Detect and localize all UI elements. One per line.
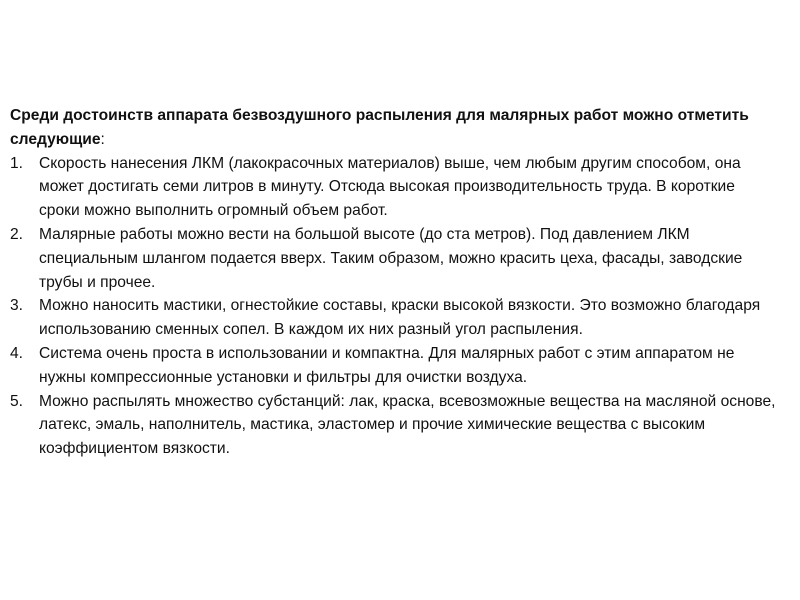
heading	[10, 104, 776, 152]
list-item-number: 4.	[10, 344, 24, 362]
heading-colon: :	[100, 130, 105, 148]
advantages-list	[10, 152, 776, 461]
list-item-text: Можно распылять множество субстанций: лак, краска, всевозможные вещества на масляной основе, латекс, эмаль, наполнитель, мастика, эластомер и прочие химические вещества с высоким коэффициентом вязкости.	[39, 392, 776, 458]
document-body	[10, 104, 776, 461]
list-item	[10, 223, 776, 294]
list-item-number: 1.	[10, 154, 24, 172]
list-item-text: Малярные работы можно вести на большой высоте (до ста метров). Под давлением ЛКМ специальным шлангом подается вверх. Таким образом, можно красить цеха, фасады, заводские трубы и прочее.	[39, 225, 743, 291]
list-item-number: 5.	[10, 392, 24, 410]
heading-text: Среди достоинств аппарата безвоздушного распыления для малярных работ можно отметить следующие	[10, 107, 749, 148]
list-item	[10, 342, 776, 390]
list-item	[10, 152, 776, 223]
list-item-text: Можно наносить мастики, огнестойкие составы, краски высокой вязкости. Это возможно благодаря использованию сменных сопел. В каждом их них разный угол распыления.	[39, 297, 761, 339]
list-item-text: Система очень проста в использовании и компактна. Для малярных работ с этим аппаратом не нужны компрессионные установки и фильтры для очистки воздуха.	[39, 344, 735, 386]
list-item-text: Скорость нанесения ЛКМ (лакокрасочных материалов) выше, чем любым другим способом, она может достигать семи литров в минуту. Отсюда высокая производительность труда. В короткие сроки можно выполнить огромный объем работ.	[39, 154, 741, 220]
list-item	[10, 294, 776, 342]
list-item-number: 3.	[10, 297, 24, 315]
list-item	[10, 390, 776, 461]
list-item-number: 2.	[10, 225, 24, 243]
